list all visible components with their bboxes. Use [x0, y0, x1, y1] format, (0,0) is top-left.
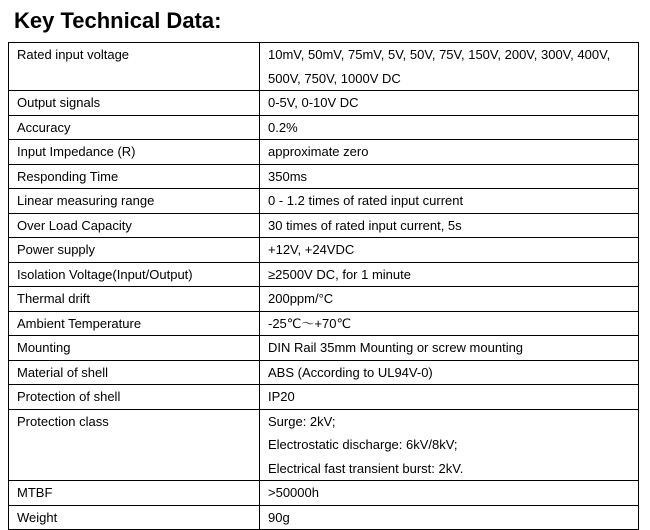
spec-label: Material of shell: [9, 360, 260, 385]
spec-label: Weight: [9, 505, 260, 530]
spec-value: [260, 140, 639, 165]
spec-value-line: 30 times of rated input current, 5s: [268, 217, 462, 233]
spec-label: Accuracy: [9, 115, 260, 140]
spec-value-line: -25℃～+70℃: [268, 315, 352, 331]
spec-label: Mounting: [9, 336, 260, 361]
spec-value: [260, 360, 639, 385]
spec-value: [260, 43, 639, 91]
spec-value: [260, 189, 639, 214]
spec-value: [260, 91, 639, 116]
table-row: [9, 311, 639, 336]
table-row: [9, 213, 639, 238]
table-row: [9, 385, 639, 410]
spec-value-line: 350ms: [268, 168, 308, 184]
table-row: [9, 360, 639, 385]
table-row: [9, 409, 639, 481]
spec-value-line: +12V, +24VDC: [268, 242, 355, 257]
spec-label: Rated input voltage: [9, 43, 260, 91]
spec-label: Isolation Voltage(Input/Output): [9, 262, 260, 287]
table-row: [9, 164, 639, 189]
table-row: [9, 287, 639, 312]
spec-value: [260, 115, 639, 140]
spec-value-line: 90g: [268, 509, 290, 525]
spec-value: [260, 311, 639, 336]
spec-value-line: Electrical fast transient burst: 2kV.: [268, 460, 464, 476]
spec-value-line: IP20: [268, 389, 295, 404]
spec-value: [260, 505, 639, 530]
spec-value-line: 10mV, 50mV, 75mV, 5V, 50V, 75V, 150V, 200V, 300V, 400V,: [268, 47, 611, 62]
spec-value-line: 500V, 750V, 1000V DC: [268, 70, 401, 86]
spec-label: Responding Time: [9, 164, 260, 189]
spec-label: MTBF: [9, 481, 260, 506]
spec-value: [260, 213, 639, 238]
spec-value: [260, 287, 639, 312]
spec-label: Thermal drift: [9, 287, 260, 312]
spec-value: [260, 409, 639, 481]
spec-label: Protection of shell: [9, 385, 260, 410]
table-row: [9, 238, 639, 263]
table-row: [9, 115, 639, 140]
spec-label: Protection class: [9, 409, 260, 481]
spec-label: Power supply: [9, 238, 260, 263]
table-row: [9, 189, 639, 214]
spec-label: Output signals: [9, 91, 260, 116]
spec-value: [260, 385, 639, 410]
table-row: [9, 140, 639, 165]
spec-label: Linear measuring range: [9, 189, 260, 214]
spec-value-line: 0-5V, 0-10V DC: [268, 95, 359, 110]
page-title: Key Technical Data:: [14, 8, 222, 33]
spec-label: Input Impedance (R): [9, 140, 260, 165]
spec-value: [260, 238, 639, 263]
table-row: [9, 336, 639, 361]
spec-value: [260, 481, 639, 506]
spec-value: [260, 164, 639, 189]
table-row: [9, 505, 639, 530]
spec-value-line: Surge: 2kV;: [268, 413, 336, 429]
spec-label: Over Load Capacity: [9, 213, 260, 238]
spec-value-line: 0 - 1.2 times of rated input current: [268, 193, 464, 208]
table-row: [9, 43, 639, 91]
table-row: [9, 91, 639, 116]
spec-value: [260, 262, 639, 287]
spec-value-line: Electrostatic discharge: 6kV/8kV;: [268, 437, 458, 452]
technical-data-body: [9, 43, 639, 530]
spec-value-line: 200ppm/°C: [268, 291, 334, 306]
table-row: [9, 481, 639, 506]
spec-value-line: 0.2%: [268, 119, 298, 135]
spec-label: Ambient Temperature: [9, 311, 260, 336]
spec-value-line: approximate zero: [268, 144, 369, 159]
spec-value: [260, 336, 639, 361]
spec-value-line: DIN Rail 35mm Mounting or screw mounting: [268, 340, 524, 355]
technical-data-table: [8, 42, 639, 530]
spec-value-line: ABS (According to UL94V-0): [268, 364, 433, 380]
spec-value-line: ≥2500V DC, for 1 minute: [268, 266, 411, 282]
spec-value-line: >50000h: [268, 485, 319, 500]
table-row: [9, 262, 639, 287]
